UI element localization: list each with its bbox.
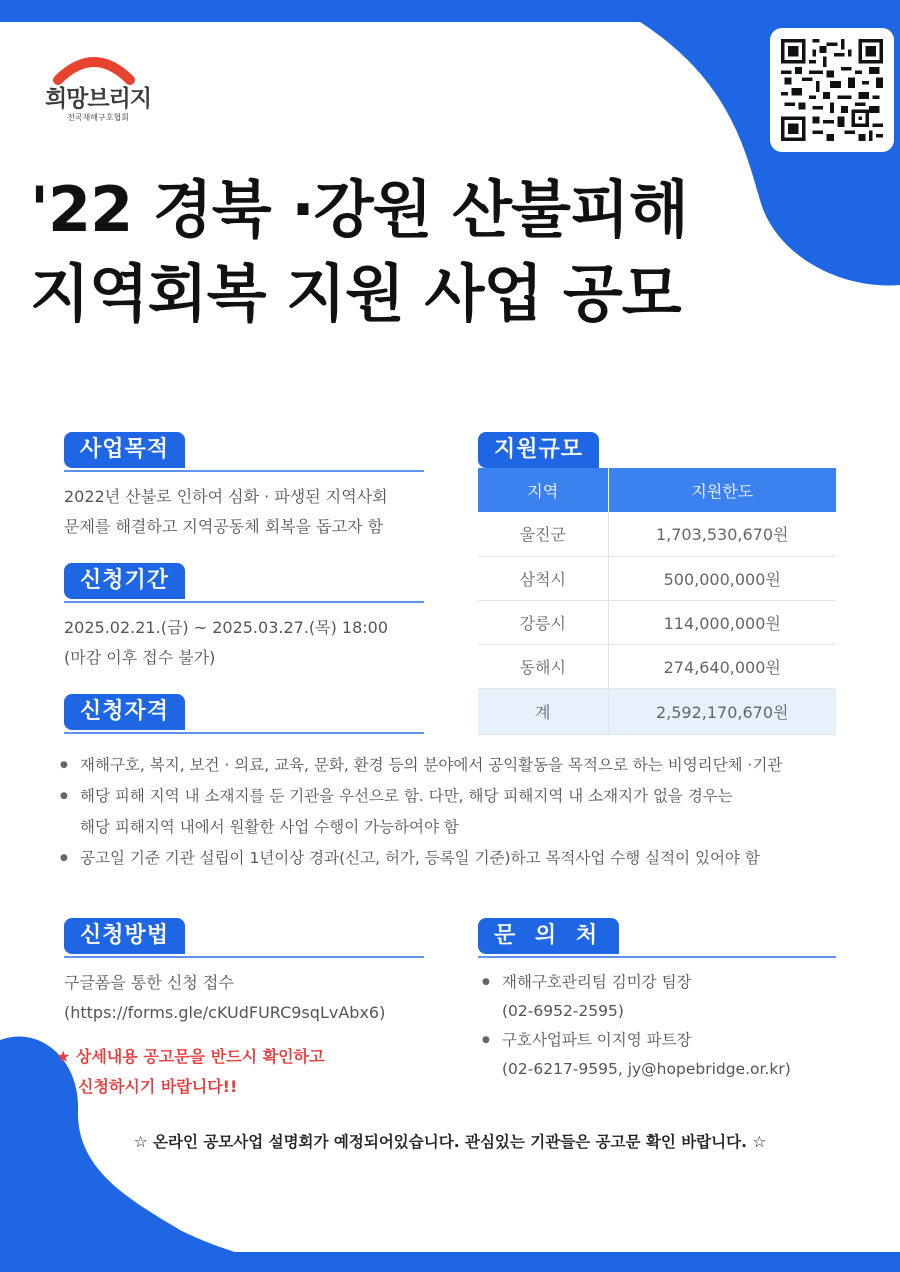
limit-cell: 274,640,000원 <box>608 644 836 688</box>
region-cell: 울진군 <box>478 512 608 556</box>
method-section-heading <box>64 918 424 954</box>
support-heading: 지원규모 <box>478 432 599 468</box>
notice-text <box>56 1042 436 1102</box>
logo <box>38 50 158 130</box>
logo-subtitle: 전국재해구호협회 <box>67 113 129 122</box>
period-text <box>64 613 444 673</box>
list-item: ● 공고일 기준 기관 설립이 1년이상 경과(신고, 허가, 등록일 기준)하고 목적사업 수행 실적이 있어야 함 <box>60 843 860 874</box>
list-item: ● 재해구호, 복지, 보건 · 의료, 교육, 문화, 환경 등의 분야에서 공익활동을 목적으로 하는 비영리단체 ·기관 <box>60 750 860 781</box>
list-item: ● 해당 피해 지역 내 소재지를 둔 기관을 우선으로 함. 다만, 해당 피해지역 내 소재지가 없을 경우는 <box>60 781 860 812</box>
region-cell: 강릉시 <box>478 600 608 644</box>
contact-item-2-name: ● 구호사업파트 이지영 파트장 <box>482 1026 862 1055</box>
purpose-heading: 사업목적 <box>64 432 185 468</box>
period-section-heading <box>64 563 424 599</box>
method-divider <box>64 956 424 958</box>
eligibility-section-heading <box>64 694 424 730</box>
purpose-text <box>64 482 444 542</box>
eligibility-heading: 신청자격 <box>64 694 185 730</box>
total-label-cell: 계 <box>478 688 608 734</box>
title-line-2: 지역회복 지원 사업 공모 <box>30 257 681 330</box>
region-cell: 동해시 <box>478 644 608 688</box>
limit-cell: 500,000,000원 <box>608 556 836 600</box>
contact-section-heading <box>478 918 836 954</box>
region-cell: 삼척시 <box>478 556 608 600</box>
contact-list <box>482 968 862 1084</box>
support-section-heading <box>478 432 836 468</box>
total-value-cell: 2,592,170,670원 <box>608 688 836 734</box>
purpose-divider <box>64 470 424 472</box>
column-header-region: 지역 <box>478 468 608 512</box>
qr-code-icon <box>781 39 883 141</box>
contact-item-1-phone[interactable]: (02-6952-2595) <box>502 1002 624 1020</box>
table-row <box>478 600 836 644</box>
column-header-limit: 지원한도 <box>608 468 836 512</box>
method-line-1: 구글폼을 통한 신청 접수 <box>64 973 234 992</box>
list-item-continuation: 해당 피해지역 내에서 원활한 사업 수행이 가능하여야 함 <box>80 818 459 836</box>
contact-item-1-name: ● 재해구호관리팀 김미강 팀장 <box>482 968 862 997</box>
purpose-line-2: 문제를 해결하고 지역공동체 회복을 돕고자 함 <box>64 517 384 536</box>
eligibility-list <box>60 750 860 874</box>
application-form-link[interactable]: (https://forms.gle/cKUdFURC9sqLvAbx6) <box>64 1003 386 1022</box>
eligibility-divider <box>64 732 424 734</box>
contact-divider <box>478 956 836 958</box>
period-heading: 신청기간 <box>64 563 185 599</box>
period-line-1: 2025.02.21.(금) ~ 2025.03.27.(목) 18:00 <box>64 618 389 637</box>
notice-line-1: ★ 상세내용 공고문을 반드시 확인하고 <box>56 1047 325 1066</box>
title-line-1: '22 경북 ·강원 산불피해 <box>30 173 688 246</box>
support-table <box>478 468 836 735</box>
contact-item-2-details[interactable]: (02-6217-9595, jy@hopebridge.or.kr) <box>502 1060 791 1078</box>
limit-cell: 1,703,530,670원 <box>608 512 836 556</box>
qr-code[interactable] <box>770 28 894 152</box>
page-title <box>30 168 790 336</box>
table-row <box>478 556 836 600</box>
limit-cell: 114,000,000원 <box>608 600 836 644</box>
table-row <box>478 512 836 556</box>
purpose-line-1: 2022년 산불로 인하여 심화 · 파생된 지역사회 <box>64 487 388 506</box>
period-line-2: (마감 이후 접수 불가) <box>64 648 216 667</box>
contact-heading: 문 의 처 <box>478 918 619 954</box>
table-row <box>478 644 836 688</box>
method-heading: 신청방법 <box>64 918 185 954</box>
footer-notice: ☆ 온라인 공모사업 설명회가 예정되어있습니다. 관심있는 기관들은 공고문 확인 바랍니다. ☆ <box>133 1133 767 1151</box>
period-divider <box>64 601 424 603</box>
table-total-row <box>478 688 836 734</box>
purpose-section-heading <box>64 432 424 468</box>
table-header-row <box>478 468 836 512</box>
notice-line-2: 신청하시기 바랍니다!! <box>78 1077 238 1096</box>
method-text <box>64 968 464 1028</box>
logo-name: 희망브리지 <box>44 86 152 112</box>
